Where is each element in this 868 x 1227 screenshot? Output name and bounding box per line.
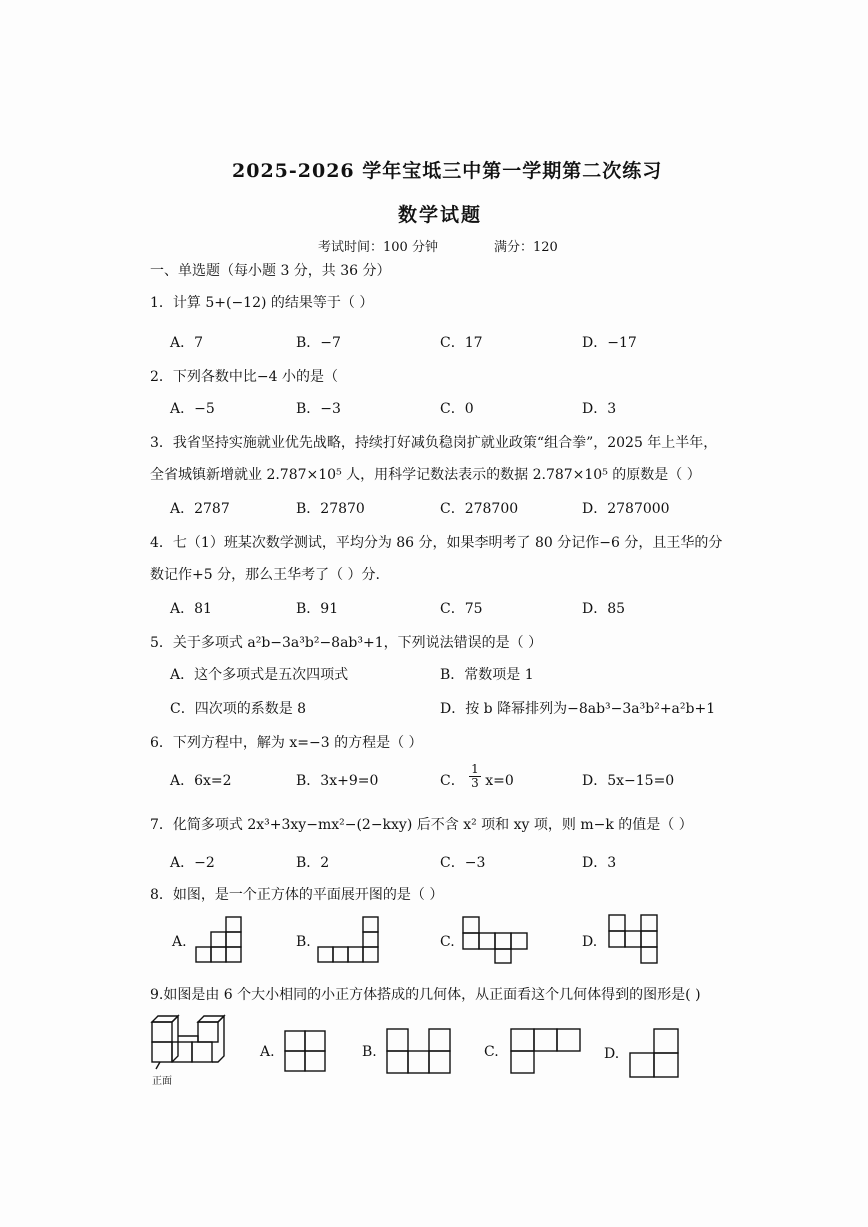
question-3-stem-line2: 全省城镇新增就业 2.787×10⁵ 人，用科学记数法表示的数据 2.787×10⁵ 的原数是（ ） [150,467,701,483]
question-2-stem: 2．下列各数中比−4 小的是（ [150,369,338,385]
q1-option-b[interactable]: B．−7 [296,335,341,351]
q6-option-c-rest: x=0 [485,773,514,789]
fraction-numerator: 1 [471,761,479,776]
question-7-stem: 7．化简多项式 2x³+3xy−mx²−(2−kxy) 后不含 x² 项和 xy 项，则 m−k 的值是（ ） [150,817,693,833]
q3-option-b[interactable]: B．27870 [296,501,365,517]
question-4-stem-line1: 4．七（1）班某次数学测试，平均分为 86 分，如果李明考了 80 分记作−6 分，且王华的分 [150,535,723,551]
exam-time: 考试时间：100 分钟 [318,240,438,255]
section-heading: 一、单选题（每小题 3 分，共 36 分） [150,263,391,279]
q7-option-b[interactable]: B．2 [296,855,330,871]
q8-option-b-net[interactable] [318,916,380,964]
q8-option-d-label[interactable]: D. [582,934,598,950]
q8-option-c-net[interactable] [462,916,528,964]
q9-option-d-view[interactable] [628,1028,680,1080]
q8-option-c-label[interactable]: C. [440,934,455,950]
q6-option-c[interactable] [440,761,514,790]
question-5-stem: 5．关于多项式 a²b−3a³b²−8ab³+1，下列说法错误的是（ ） [150,635,543,651]
q9-option-b-label[interactable]: B. [362,1044,377,1060]
q9-solid-figure [150,1012,232,1070]
exam-title: 2025-2026 学年宝坻三中第一学期第二次练习 [232,160,663,182]
q9-option-d-label[interactable]: D. [604,1046,620,1062]
q4-option-a[interactable]: A．81 [170,601,212,617]
q3-option-a[interactable]: A．2787 [170,501,230,517]
q1-option-d[interactable]: D．−17 [582,335,637,351]
q5-option-a[interactable]: A．这个多项式是五次四项式 [170,667,349,683]
exam-subtitle: 数学试题 [398,204,483,226]
q9-option-c-label[interactable]: C. [484,1044,499,1060]
q6-fraction [469,763,481,790]
fraction-denominator: 3 [471,775,479,790]
q8-option-a-label[interactable]: A. [172,934,187,950]
q6-option-d[interactable]: D．5x−15=0 [582,773,675,789]
q6-option-c-label: C． [440,773,465,789]
q8-option-a-net[interactable] [196,916,244,964]
question-1-stem: 1．计算 5+(−12) 的结果等于（ ） [150,295,374,311]
q2-option-a[interactable]: A．−5 [170,401,215,417]
q8-option-d-net[interactable] [608,914,660,966]
q5-option-d[interactable]: D．按 b 降幂排列为−8ab³−3a³b²+a²b+1 [440,701,716,717]
q1-option-c[interactable]: C．17 [440,335,483,351]
question-9-stem: 9.如图是由 6 个大小相同的小正方体搭成的几何体，从正面看这个几何体得到的图形是( ) [150,987,701,1003]
q3-option-d[interactable]: D．2787000 [582,501,670,517]
q5-option-c[interactable]: C．四次项的系数是 8 [170,701,307,717]
q9-option-a-label[interactable]: A. [260,1044,275,1060]
q1-option-a[interactable]: A．7 [170,335,204,351]
q9-front-label: 正面 [152,1076,172,1087]
q6-option-b[interactable]: B．3x+9=0 [296,773,379,789]
question-4-stem-line2: 数记作+5 分，那么王华考了（ ）分. [150,567,380,583]
q3-option-c[interactable]: C．278700 [440,501,519,517]
q4-option-d[interactable]: D．85 [582,601,626,617]
q4-option-b[interactable]: B．91 [296,601,339,617]
q4-option-c[interactable]: C．75 [440,601,483,617]
q9-option-a-view[interactable] [284,1030,328,1074]
question-8-stem: 8．如图，是一个正方体的平面展开图的是（ ） [150,887,444,903]
q9-option-b-view[interactable] [386,1028,452,1076]
q2-option-b[interactable]: B．−3 [296,401,341,417]
full-score: 满分：120 [494,240,558,255]
question-3-stem-line1: 3．我省坚持实施就业优先战略，持续打好减负稳岗扩就业政策“组合拳”，2025 年上半年， [150,435,718,451]
q7-option-c[interactable]: C．−3 [440,855,486,871]
question-6-stem: 6．下列方程中，解为 x=−3 的方程是（ ） [150,735,423,751]
q9-option-c-view[interactable] [510,1028,582,1076]
q5-option-b[interactable]: B．常数项是 1 [440,667,534,683]
q2-option-d[interactable]: D．3 [582,401,617,417]
q8-option-b-label[interactable]: B. [296,934,311,950]
q6-option-a[interactable]: A．6x=2 [170,773,232,789]
q7-option-a[interactable]: A．−2 [170,855,215,871]
q2-option-c[interactable]: C．0 [440,401,474,417]
q7-option-d[interactable]: D．3 [582,855,617,871]
